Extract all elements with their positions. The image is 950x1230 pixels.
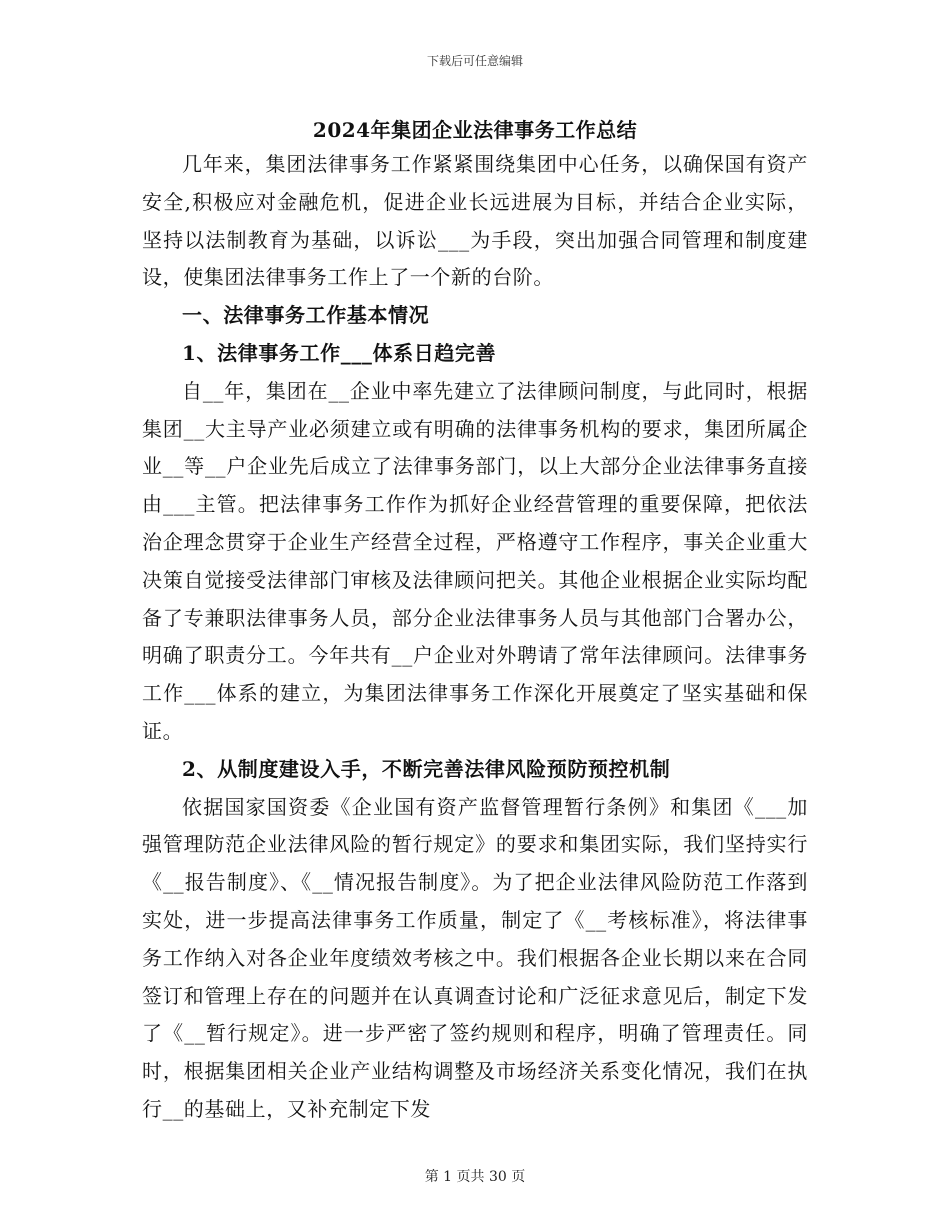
header-note: 下载后可任意编辑 xyxy=(426,54,523,68)
document-title: 2024年集团企业法律事务工作总结 xyxy=(312,118,638,142)
body-paragraph-1: 自__年，集团在__企业中率先建立了法律顾问制度，与此同时，根据集团__大主导产业必须建立或有明确的法律事务机构的要求，集团所属企业__等__户企业先后成立了法律事务部门，以上大部分企业法律事务直接由___主管。把法律事务工作作为抓好企业经营管理的重要保障，把依法治企理念贯穿于企业生产经营全过程，严格遵守工作程序，事关企业重大决策自觉接受法律部门审核及法律顾问把关。其他企业根据企业实际均配备了专兼职法律事务人员，部分企业法律事务人员与其他部门合署办公，明确了职责分工。今年共有__户企业对外聘请了常年法律顾问。法律事务工作___体系的建立，为集团法律事务工作深化开展奠定了坚实基础和保证。 xyxy=(142,378,808,743)
subsection-heading-1: 1、法律事务工作___体系日趋完善 xyxy=(182,340,497,365)
section-heading-1: 一、法律事务工作基本情况 xyxy=(182,303,430,328)
body-paragraph-2: 依据国家国资委《企业国有资产监督管理暂行条例》和集团《___加强管理防范企业法律风险的暂行规定》的要求和集团实际，我们坚持实行《__报告制度》、《__情况报告制度》。为了把企业法律风险防范工作落到实处，进一步提高法律事务工作质量，制定了《__考核标准》，将法律事务工作纳入对各企业年度绩效考核之中。我们根据各企业长期以来在合同签订和管理上存在的问题并在认真调查讨论和广泛征求意见后，制定下发了《__暂行规定》。进一步严密了签约规则和程序，明确了管理责任。同时，根据集团相关企业产业结构调整及市场经济关系变化情况，我们在执行__的基础上，又补充制定下发 xyxy=(142,794,808,1121)
document-body xyxy=(142,146,808,1129)
page-footer: 第 1 页共 30 页 xyxy=(424,1169,526,1185)
intro-paragraph: 几年来，集团法律事务工作紧紧围绕集团中心任务，以确保国有资产安全,积极应对金融危机，促进企业长远进展为目标，并结合企业实际，坚持以法制教育为基础，以诉讼___为手段，突出加强合同管理和制度建设，使集团法律事务工作上了一个新的台阶。 xyxy=(142,152,808,290)
subsection-heading-2: 2、从制度建设入手，不断完善法律风险预防预控机制 xyxy=(182,756,671,781)
